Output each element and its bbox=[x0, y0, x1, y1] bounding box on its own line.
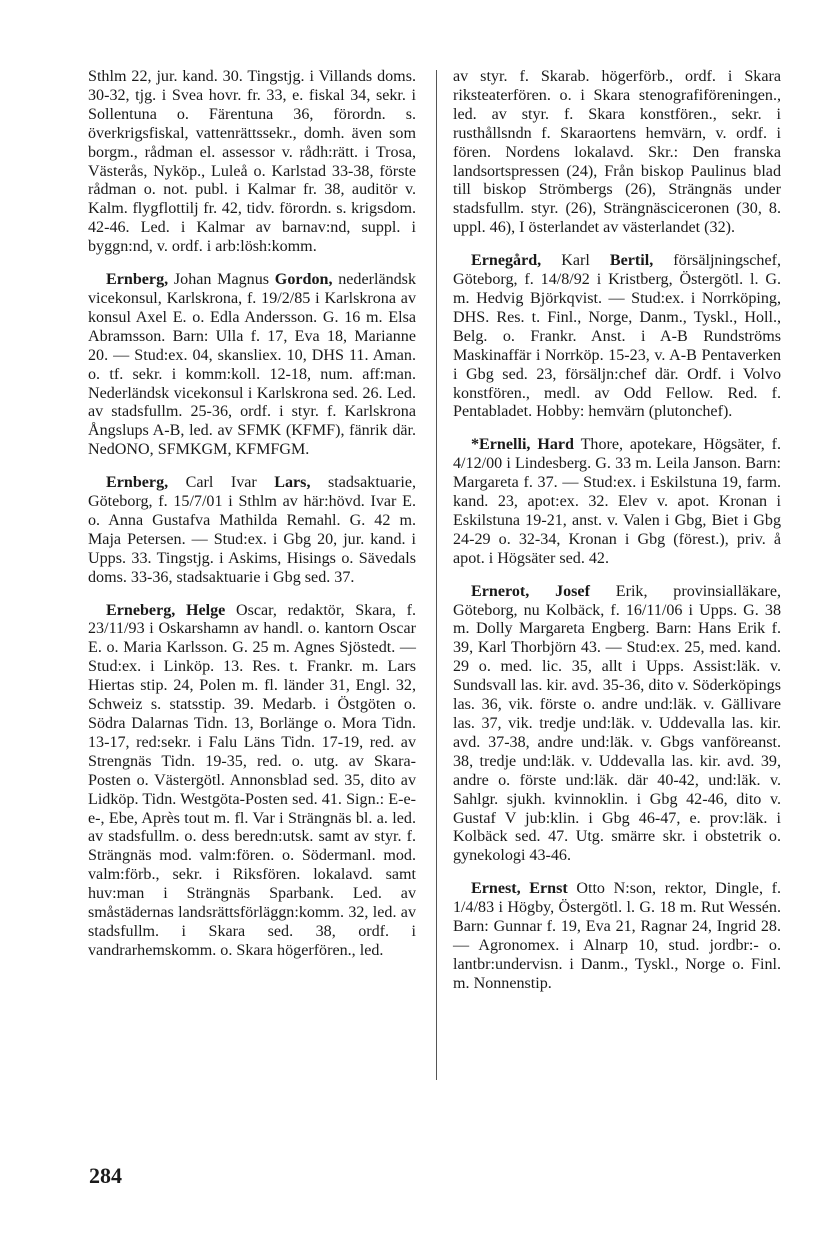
entry-surname: Ernegård, bbox=[471, 252, 542, 270]
page-number: 284 bbox=[89, 1163, 122, 1188]
entry bbox=[88, 474, 416, 587]
entry-text: stadsaktuarie, Göteborg, f. 15/7/01 i Sthlm av här:hövd. Ivar E. o. Anna Gustafva Mathilda Remahl. G. 42 m. Maja Petersen. — Stud:ex. i Gbg 20, jur. kand. i Upps. 33. Tingstjg. i Askims, Hisings o. Sävedals doms. 33-36, stadsaktuarie i Gbg sed. 37. bbox=[88, 474, 417, 586]
entry-text: Sthlm 22, jur. kand. 30. Tingstjg. i Villands doms. 30-32, tjg. i Svea hovr. fr. 33, e. fiskal 34, sekr. i Sollentuna o. Färentuna 36, förordn. s. överkrigsfiskal, vattenrättssekr., domh. även som borgm., rådman el. assessor v. rådh:rätt. i Trosa, Västerås, Nyköp., Luleå o. Karlstad 33-38, förste rådman o. not. publ. i Kalmar fr. 38, auditör v. Kalm. flygflottilj fr. 42, tidv. förordn. s. krigsdom. 42-46. Led. i Kalmar av barnav:nd, suppl. i byggn:nd, v. ordf. i arb:lösh:komm. bbox=[88, 68, 416, 256]
entry-text: Oscar, redaktör, Skara, f. 23/11/93 i Oskarshamn av handl. o. kantorn Oscar E. o. Maria Karlsson. G. 25 m. Agnes Sjöstedt. — Stud:ex. i Linköp. 13. Res. t. Frankr. m. Lars Hiertas stip. 24, Polen m. fl. länder 31, Engl. 32, Schweiz s. statsstip. 39. Medarb. i Östgöten o. Södra Dalarnas Tidn. 13, Borlänge o. Mora Tidn. 13-17, red:sekr. i Falu Läns Tidn. 17-19, red. av Strengnäs Tidn. 19-35, red. o. utg. av Skara-Posten o. Västergötl. Annonsblad sed. 35, dito av Lidköp. Tidn. Westgöta-Posten sed. 41. Sign.: E-e-e-, Ebe, Après tout m. fl. Var i Strängnäs bl. a. led. av stadsfullm. o. dess beredn:utsk. samt av styr. f. Strängnäs mod. valm:fören. o. Södermanl. mod. valm:förb., sekr. i Riksfören. lokalavd. samt huv:man i Strängnäs Sparbank. Led. av småstädernas landsrättsförläggn:komm. 32, led. av stadsfullm. i Skara sed. 38, ordf. i vandrarhemskomm. o. Skara högerfören., led. bbox=[88, 601, 416, 959]
left-column bbox=[88, 68, 416, 975]
entry-text: försäljningschef, Göteborg, f. 14/8/92 i Kristberg, Östergötl. l. G. m. Hedvig Björkqvist. — Stud:ex. i Norrköping, DHS. Res. t. Finl., Norge, Danm., Tyskl., Holl., Belg. o. Frankr. Anst. i A-B Rundströms Maskinaffär i Norrköp. 15-23, v. A-B Pentaverken i Gbg sed. 23, försäljn:chef där. Ordf. i Volvo konstfören., medl. av Odd Fellow. Red. f. Pentabladet. Hobby: hemvärn (plutonchef). bbox=[453, 252, 782, 421]
entry-surname: Erneberg, bbox=[106, 601, 176, 619]
entry-call-name: Gordon, bbox=[274, 271, 333, 289]
entry-call-name: Josef bbox=[555, 582, 590, 600]
entry-text: Thore, apotekare, Högsäter, f. 4/12/00 i Lindesberg. G. 33 m. Leila Janson. Barn: Margareta f. 37. — Stud:ex. i Eskilstuna 19, farm. kand. 23, apot:ex. 32. Elev v. apot. Kronan i Eskilstuna 19-21, anst. v. Valen i Gbg, Biet i Gbg 24-29 o. 32-34, Kronan i Gbg (förest.), priv. å apot. i Högsäter sed. 42. bbox=[453, 436, 781, 567]
entry-call-name: Ernst bbox=[529, 880, 568, 898]
entry-given-names: Johan Magnus bbox=[173, 271, 270, 289]
entry bbox=[453, 436, 781, 568]
entry-surname: *Ernelli, bbox=[471, 436, 531, 454]
entry bbox=[453, 583, 781, 867]
entry-text: av styr. f. Skarab. högerförb., ordf. i Skara riksteaterfören. o. i Skara stenografiföreningen., led. av styr. f. Skara konstfören., sekr. i rusthållsndn f. Skaraortens hemvärn, v. ordf. i fören. Nordens lokalavd. Skr.: Den franska landsortspressen (24), Från biskop Paulinus blad till biskop Strömbergs (26), Strängnäs under stadsfullm. styr. (26), Strängnäsciceronen (30, 8. uppl. 46), I österlandet av västerlandet (32). bbox=[453, 68, 781, 237]
entry-given-names: Carl Ivar bbox=[185, 474, 257, 492]
entry-continuation bbox=[453, 68, 781, 238]
entry-call-name: Helge bbox=[185, 601, 226, 619]
entry-surname: Ernberg, bbox=[106, 271, 169, 289]
entry bbox=[453, 880, 781, 993]
entry-surname: Ernberg, bbox=[106, 474, 169, 492]
entry-text: Otto N:son, rektor, Dingle, f. 1/4/83 i Högby, Östergötl. l. G. 18 m. Rut Wessén. Barn: Gunnar f. 19, Eva 21, Ragnar 24, Ingrid 28. — Agronomex. i Alnarp 10, stud. jordbr:- o. lantbr:undervisn. i Danm., Tyskl., Norge o. Finl. m. Nonnenstip. bbox=[453, 880, 781, 992]
entry-surname: Ernerot, bbox=[471, 582, 530, 600]
entry-call-name: Lars, bbox=[274, 474, 311, 492]
entry bbox=[453, 252, 781, 422]
entry-text: nederländsk vicekonsul, Karlskrona, f. 19/2/85 i Karlskrona av konsul Axel E. o. Edla Andersson. G. 16 m. Elsa Abramsson. Barn: Ulla f. 17, Eva 18, Marianne 20. — Stud:ex. 04, skansliex. 10, DHS 11. Aman. o. tf. sekr. i komm:koll. 12-18, num. aff:man. Nederländsk vicekonsul i Karlskrona sed. 26. Led. av stadsfullm. 25-36, ordf. i styr. f. Karlskrona Ångslups A-B, led. av SFMK (KFMF), fänrik där. NedONO, SFMKGM, KFMFGM. bbox=[88, 271, 416, 459]
entry-surname: Ernest, bbox=[471, 880, 521, 898]
entry-call-name: Hard bbox=[537, 436, 574, 454]
entry-call-name: Bertil, bbox=[609, 252, 654, 270]
entry-continuation bbox=[88, 68, 416, 257]
entry bbox=[88, 602, 416, 961]
entry-text: Erik, provinsialläkare, Göteborg, nu Kolbäck, f. 16/11/06 i Upps. G. 38 m. Dolly Margareta Engberg. Barn: Hans Erik f. 39, Karl Thorbjörn 43. — Stud:ex. 25, med. kand. 29 o. med. lic. 35, allt i Upps. Assist:läk. v. Sundsvall las. kir. avd. 35-36, dito v. Söderköpings las. 36, vik. förste o. andre und:läk. v. Gällivare las. 37, vik. tredje und:läk. v. Uddevalla las. kir. avd. 37-38, andre und:läk. v. Gbgs vanföreanst. 38, tredje und:läk. v. Uddevalla las. kir. avd. 39, andre o. förste und:läk. där 40-42, und:läk. v. Sahlgr. sjukh. kvinnoklin. i Gbg 42-46, dito v. Gustaf V jub:klin. i Gbg 46-47, e. prov:läk. i Kolbäck sed. 47. Utg. smärre skr. i obstetrik o. gynekologi 43-46. bbox=[453, 582, 781, 865]
entry-given-names: Karl bbox=[561, 252, 590, 270]
right-column bbox=[453, 68, 781, 1008]
entry bbox=[88, 271, 416, 460]
column-divider bbox=[436, 70, 437, 1080]
